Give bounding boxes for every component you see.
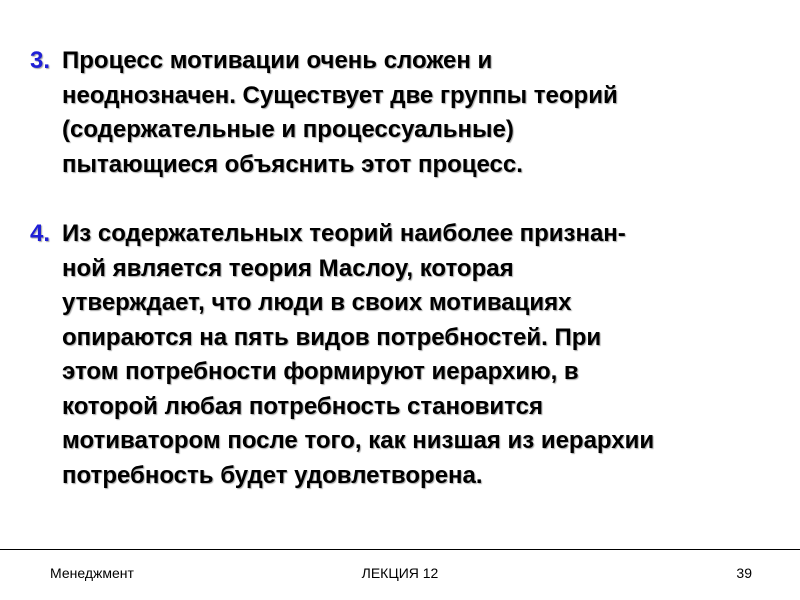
text-line: утверждает, что люди в своих мотивациях bbox=[62, 289, 572, 316]
footer-page-number: 39 bbox=[736, 565, 752, 581]
item-number: 3. bbox=[30, 47, 51, 74]
item-text bbox=[62, 44, 790, 182]
item-text bbox=[62, 217, 790, 493]
text-line: потребность будет удовлетворена. bbox=[62, 461, 483, 489]
text-line: (содержательные и процессуальные) bbox=[62, 116, 514, 143]
text-line: Процесс мотивации очень сложен и bbox=[62, 47, 493, 74]
text-line: которой любая потребность становится bbox=[62, 392, 543, 420]
footer-lecture-label: ЛЕКЦИЯ 12 bbox=[361, 565, 439, 581]
footer bbox=[0, 565, 800, 587]
text-line: неоднозначен. Существует две группы теорий bbox=[62, 81, 618, 109]
list-item-3 bbox=[30, 44, 790, 182]
slide-content bbox=[30, 44, 790, 493]
item-number: 4. bbox=[30, 220, 51, 247]
text-line: Из содержательных теорий наиболее признан- bbox=[62, 220, 626, 247]
text-line: этом потребности формируют иерархию, в bbox=[62, 358, 579, 385]
text-line: ной является теория Маслоу, которая bbox=[62, 254, 514, 282]
text-line: мотиватором после того, как низшая из иерархии bbox=[62, 427, 655, 454]
text-line: пытающиеся объяснить этот процесс. bbox=[62, 150, 523, 178]
text-line: опираются на пять видов потребностей. При bbox=[62, 323, 602, 351]
footer-course-title: Менеджмент bbox=[50, 565, 134, 581]
footer-divider bbox=[0, 549, 800, 550]
list-item-4 bbox=[30, 217, 790, 493]
